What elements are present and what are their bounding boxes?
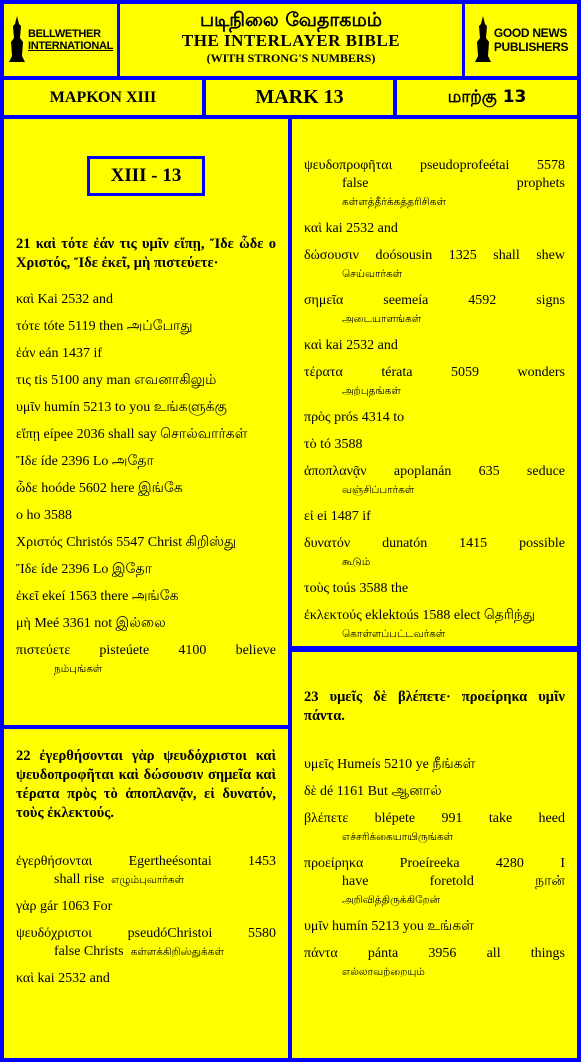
word-entry: καὶ kai 2532 and (16, 971, 110, 986)
word-entry: τοὺς toús 3588 the (304, 581, 409, 596)
word-entry: Ἴδε íde 2396 Lo இதோ (16, 562, 152, 577)
word-entry: τέρατα térata 5059 wonders (304, 365, 565, 380)
word-tamil: நம்புங்கள் (54, 663, 103, 675)
word-entry: ἐκλεκτούς eklektoús 1588 elect தெரிந்து (304, 608, 536, 623)
word-entry: πιστεύετε pisteúete 4100 believe (16, 643, 276, 658)
verse-23-panel (292, 652, 577, 1058)
word-entry: ἀποπλανᾷν apoplanán 635 seduce (304, 464, 565, 479)
word-entry: ἐγερθήσονται Egertheésontai 1453 (16, 854, 276, 869)
tab-greek: ΜΑΡΚΟΝ XIII (4, 80, 202, 115)
bellwether-logo: BELLWETHER INTERNATIONAL (4, 4, 117, 76)
word-entry: ὧδε hoóde 5602 here இங்கே (16, 481, 183, 496)
word-tamil: கூடும் (342, 556, 371, 568)
word-entry: υμεῖς Humeís 5210 ye நீங்கள் (304, 757, 476, 772)
word-entry-cont: false Christs கள்ளக்கிறிஸ்துக்கள் (54, 944, 224, 959)
word-tamil: எச்சரிக்கையாயிருங்கள் (342, 831, 454, 843)
word-tamil: எல்லாவற்றையும் (342, 966, 425, 978)
word-entry: καὶ kai 2532 and (304, 221, 398, 236)
word-entry: ἐκεῖ ekeí 1563 there அங்கே (16, 589, 179, 604)
tab-tamil: மாற்கு 13 (397, 80, 577, 115)
word-tamil: அறிவித்திருக்கிறேன் (342, 894, 440, 906)
word-entry: ψευδοπροφῆται pseudoprofeétai 5578 (304, 158, 565, 173)
word-tamil: செய்வார்கள் (342, 268, 403, 280)
verse-22-panel (4, 729, 288, 1058)
word-entry: υμῖν humín 5213 you உங்கள் (304, 919, 474, 934)
word-entry: τότε tóte 5119 then அப்போது (16, 319, 193, 334)
verse-21-panel (4, 119, 288, 725)
word-tamil: அடையாளங்கள் (342, 313, 422, 325)
word-entry: τὸ tó 3588 (304, 437, 363, 452)
verse-22-continued-panel (292, 119, 577, 646)
verse-heading: 22 ἐγερθήσονται γὰρ ψευδόχριστοι καὶ ψευδοπροφῆται καὶ δώσουσιν σημεῖα καὶ τέρατα πρὸς τὸ ἀποπλανᾷν, εἰ δυνατόν, τοὺς ἐκλεκτούς. (16, 748, 276, 821)
tower-icon (474, 16, 492, 64)
word-entry: δώσουσιν doósousin 1325 shall shew (304, 248, 565, 263)
word-entry: τις tis 5100 any man எவனாகிலும் (16, 373, 217, 388)
word-entry: ψευδόχριστοι pseudóChristoi 5580 (16, 926, 276, 941)
word-entry: πρὸς prós 4314 to (304, 410, 405, 425)
word-tamil: அற்புதங்கள் (342, 385, 401, 397)
word-entry: ο ho 3588 (16, 508, 72, 523)
title-subtitle: (WITH STRONG'S NUMBERS) (206, 51, 376, 65)
title-block (120, 4, 462, 76)
word-entry: σημεῖα seemeía 4592 signs (304, 293, 565, 308)
tab-english: MARK 13 (206, 80, 393, 115)
word-entry: δὲ dé 1161 But ஆனால் (304, 784, 442, 799)
word-entry: προείρηκα Proeíreeka 4280 I (304, 856, 565, 871)
bell-tower-icon (8, 16, 26, 64)
word-tamil: கொள்ளப்பட்டவர்கள் (342, 628, 446, 640)
word-entry: δυνατόν dunatón 1415 possible (304, 536, 565, 551)
word-entry-cont: false prophets (342, 176, 565, 191)
title-english: THE INTERLAYER BIBLE (181, 31, 401, 50)
word-entry-cont: have foretold நான் (342, 874, 565, 889)
good-news-logo: GOOD NEWS PUBLISHERS (465, 4, 577, 76)
word-entry: υμῖν humín 5213 to you உங்களுக்கு (16, 400, 227, 415)
word-list (16, 291, 276, 678)
word-entry: ἐάν eán 1437 if (16, 346, 103, 361)
verse-heading: 21 καὶ τότε ἐάν τις υμῖν εἴπῃ, Ἴδε ὧδε ο Χριστός, Ἴδε ἐκεῖ, μὴ πιστεύετε· (16, 236, 276, 271)
word-tamil: வஞ்சிப்பார்கள் (342, 484, 415, 496)
word-entry: πάντα pánta 3956 all things (304, 946, 565, 961)
chapter-label: XIII - 13 (87, 156, 205, 196)
word-entry: Χριστός Christós 5547 Christ கிறிஸ்து (16, 535, 237, 550)
word-entry: εἴπῃ eípee 2036 shall say சொல்வார்கள் (16, 427, 248, 442)
word-entry: Ἴδε íde 2396 Lo அதோ (16, 454, 154, 469)
word-entry-cont: shall rise எழும்புவார்கள் (54, 872, 185, 887)
word-entry: εἰ ei 1487 if (304, 509, 371, 524)
word-tamil: கள்ளத்தீர்க்கத்தரிசிகள் (342, 196, 446, 208)
word-entry: βλέπετε blépete 991 take heed (304, 811, 565, 826)
title-tamil: படிநிலை வேதாகமம் (199, 9, 383, 31)
word-entry: μὴ Meé 3361 not இல்லை (16, 616, 166, 631)
word-entry: γὰρ gár 1063 For (16, 899, 113, 914)
word-entry: καὶ kai 2532 and (304, 338, 398, 353)
word-entry: καὶ Kai 2532 and (16, 292, 113, 307)
verse-heading: 23 υμεῖς δὲ βλέπετε· προείρηκα υμῖν πάντα. (304, 689, 565, 724)
